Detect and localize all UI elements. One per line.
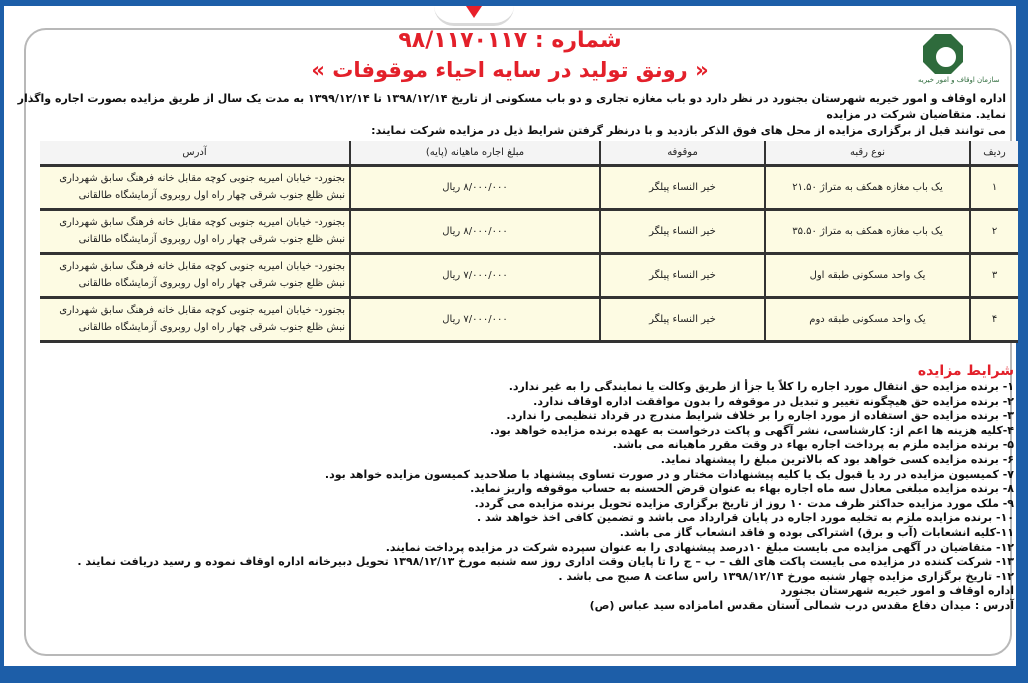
- cell-endowment: خیر النساء پیلگر: [600, 297, 765, 341]
- cell-monthly-rent: ۷/۰۰۰/۰۰۰ ریال: [350, 253, 600, 297]
- properties-table: [40, 141, 1018, 343]
- condition-item: ۶- برنده مزایده کسی خواهد بود که بالاترین مبلغ را پیشنهاد نماید.: [660, 452, 1014, 466]
- cell-property-type: یک باب مغازه همکف به متراژ ۲۱.۵۰: [765, 165, 970, 209]
- col-row-number: ردیف: [970, 141, 1018, 165]
- intro-line: اداره اوقاف و امور خیریه شهرستان بجنورد در نظر دارد دو باب مغازه تجاری و دو باب مسکونی از تاریخ ۱۳۹۸/۱۲/۱۴ تا ۱۳۹۹/۱۲/۱۴ به مدت یک سال از طریق مزایده بصورت اجاره واگذار نماید. متقاضیان شرکت در مزایده: [17, 92, 1006, 121]
- col-endowment: موقوفه: [600, 141, 765, 165]
- condition-item: ۱۲- متقاضیان در آگهی مزایده می بایست مبلغ ۱۰درصد پیشنهادی را به عنوان سپرده شرکت در مزایده پرداخت نمایند.: [385, 540, 1014, 554]
- condition-item: ۱۳- شرکت کننده در مزایده می بایست پاکت های الف – ب – ج را تا پایان وقت اداری روز سه شنبه مورخ ۱۳۹۸/۱۲/۱۳ تحویل دبیرخانه اداره اوقاف نموده و رسید دریافت نمایند .: [77, 555, 1014, 569]
- table-row: [40, 297, 1018, 341]
- table-header-row: [40, 141, 1018, 165]
- condition-item: ۳- برنده مزایده حق استفاده از مورد اجاره را بر خلاف شرایط مندرج در قرداد تنظیمی را ندارد.: [506, 409, 1014, 423]
- cell-address: بجنورد- خیابان امیریه جنوبی کوچه مقابل خانه فرهنگ سابق شهرداری نبش ظلع جنوب شرقی چهار راه اول روبروی آزمایشگاه طالقانی: [40, 253, 350, 297]
- cell-row-number: ۱: [970, 165, 1018, 209]
- table-row: [40, 209, 1018, 253]
- cell-monthly-rent: ۸/۰۰۰/۰۰۰ ریال: [350, 209, 600, 253]
- condition-item: ۱۰- برنده مزایده ملزم به تخلیه مورد اجاره در پایان قرارداد می باشد و تضمین کافی اخذ خواهد شد .: [476, 511, 1014, 525]
- cell-address: بجنورد- خیابان امیریه جنوبی کوچه مقابل خانه فرهنگ سابق شهرداری نبش ظلع جنوب شرقی چهار راه اول روبروی آزمایشگاه طالقانی: [40, 209, 350, 253]
- cell-row-number: ۴: [970, 297, 1018, 341]
- condition-item: آدرس : میدان دفاع مقدس درب شمالی آستان مقدس امامزاده سید عباس (ص): [589, 598, 1014, 612]
- conditions-title: شرایط مزایده: [917, 363, 1014, 379]
- condition-item: ۱۱-کلیه انشعابات (آب و برق) اشتراکی بوده و فاقد انشعاب گاز می باشد.: [619, 525, 1014, 539]
- cell-row-number: ۲: [970, 209, 1018, 253]
- col-address: آدرس: [40, 141, 350, 165]
- condition-item: ۵- برنده مزایده ملزم به پرداخت اجاره بهاء در وقت مقرر ماهیانه می باشد.: [612, 438, 1014, 452]
- cell-property-type: یک واحد مسکونی طبقه اول: [765, 253, 970, 297]
- condition-item: ۱۲- تاریخ برگزاری مزایده چهار شنبه مورخ ۱۳۹۸/۱۲/۱۴ راس ساعت ۸ صبح می باشد .: [558, 569, 1014, 583]
- cell-row-number: ۳: [970, 253, 1018, 297]
- condition-item: اداره اوقاف و امور خیریه شهرستان بجنورد: [780, 584, 1014, 598]
- cell-monthly-rent: ۷/۰۰۰/۰۰۰ ریال: [350, 297, 600, 341]
- cell-property-type: یک باب مغازه همکف به متراژ ۳۵.۵۰: [765, 209, 970, 253]
- cell-endowment: خیر النساء پیلگر: [600, 253, 765, 297]
- intro-line: می توانند قبل از برگزاری مزایده از محل های فوق الذکر بازدید و با درنظر گرفتن شرایط ذیل در مزایده شرکت نمایند:: [371, 124, 1006, 137]
- cell-address: بجنورد- خیابان امیریه جنوبی کوچه مقابل خانه فرهنگ سابق شهرداری نبش ظلع جنوب شرقی چهار راه اول روبروی آزمایشگاه طالقانی: [40, 297, 350, 341]
- condition-item: ۴-کلیه هزینه ها اعم از: کارشناسی، نشر آگهی و پاکت درخواست به عهده برنده مزایده خواهد بود.: [489, 423, 1014, 437]
- table-row: [40, 165, 1018, 209]
- cell-property-type: یک واحد مسکونی طبقه دوم: [765, 297, 970, 341]
- ad-number: شماره : ۹۸/۱۱۷۰۱۱۷: [398, 28, 622, 53]
- table-row: [40, 253, 1018, 297]
- col-property-type: نوع رقبه: [765, 141, 970, 165]
- condition-item: ۹- ملک مورد مزایده حداکثر ظرف مدت ۱۰ روز از تاریخ برگزاری مزایده تحویل برنده مزایده می گردد.: [474, 496, 1014, 510]
- condition-item: ۲- برنده مزایده حق هیچگونه تغییر و تبدیل در موقوفه را بدون موافقت اداره اوقاف ندارد.: [533, 394, 1014, 408]
- cell-address: بجنورد- خیابان امیریه جنوبی کوچه مقابل خانه فرهنگ سابق شهرداری نبش ظلع جنوب شرقی چهار راه اول روبروی آزمایشگاه طالقانی: [40, 165, 350, 209]
- condition-item: ۸- برنده مزایده مبلغی معادل سه ماه اجاره بهاء به عنوان قرض الحسنه به حساب موقوفه واریز نماید.: [470, 482, 1014, 496]
- auction-conditions: [14, 362, 1014, 614]
- col-monthly-rent: مبلغ اجاره ماهیانه (پایه): [350, 141, 600, 165]
- cell-monthly-rent: ۸/۰۰۰/۰۰۰ ریال: [350, 165, 600, 209]
- cell-endowment: خیر النساء پیلگر: [600, 209, 765, 253]
- logo-caption: سازمان اوقاف و امور خیریه: [918, 76, 1000, 84]
- condition-item: ۱- برنده مزایده حق انتقال مورد اجاره را کلاً یا جزأ از طریق وکالت یا نمایندگی را به غیر ندارد.: [508, 380, 1014, 393]
- condition-item: ۷- کمیسیون مزایده در رد یا قبول یک یا کلیه پیشنهادات مختار و در صورت تساوی پیشنهاد با صلاحدید کمیسون مزایده خواهد بود.: [324, 467, 1014, 481]
- cell-endowment: خیر النساء پیلگر: [600, 165, 765, 209]
- ad-slogan: « رونق تولید در سایه احیاء موقوفات »: [311, 58, 709, 82]
- intro-text: [10, 91, 1006, 139]
